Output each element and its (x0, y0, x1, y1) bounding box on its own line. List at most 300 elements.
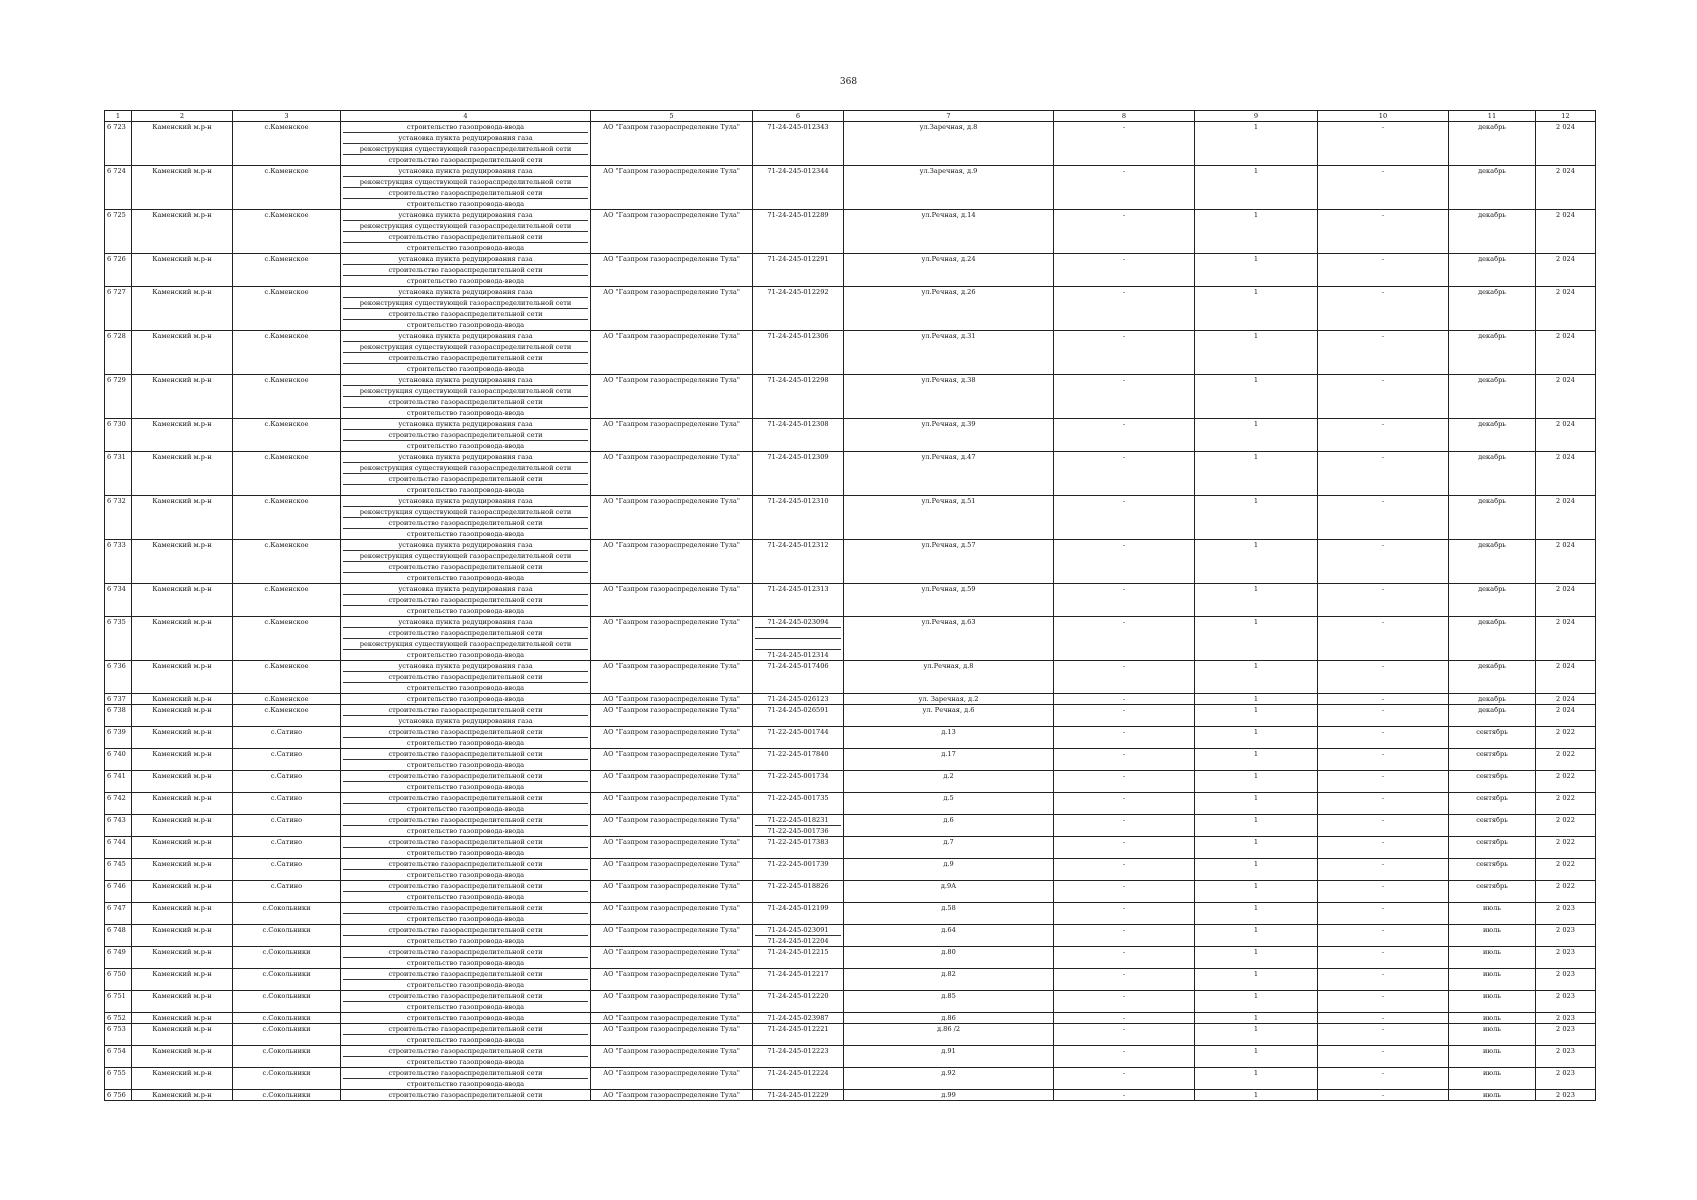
cell-col8: - (1054, 287, 1195, 331)
cell-number: 6 726 (105, 254, 132, 287)
cell-works-line: реконструкция существующей газораспределительной сети (343, 144, 588, 155)
cell-col8: - (1054, 1046, 1195, 1068)
cell-address: д.6 (844, 815, 1054, 837)
cell-codes-line: 71-24-245-012224 (767, 1069, 829, 1077)
cell-works (341, 287, 591, 331)
cell-number: 6 725 (105, 210, 132, 254)
cell-organization: АО "Газпром газораспределение Тула" (591, 903, 753, 925)
cell-works-line: установка пункта редуцирования газа (343, 375, 588, 386)
cell-col9: 1 (1195, 991, 1318, 1013)
column-header: 9 (1195, 111, 1318, 122)
cell-month: декабрь (1449, 419, 1536, 452)
cell-codes (753, 375, 844, 419)
cell-year: 2 023 (1536, 1024, 1596, 1046)
cell-works-line: реконструкция существующей газораспределительной сети (343, 221, 588, 232)
cell-codes (753, 837, 844, 859)
cell-works (341, 452, 591, 496)
cell-works-line: строительство газораспределительной сети (343, 837, 588, 848)
cell-month: сентябрь (1449, 771, 1536, 793)
cell-col9: 1 (1195, 694, 1318, 705)
cell-year: 2 023 (1536, 969, 1596, 991)
table-row-group (105, 617, 1596, 661)
cell-col10: - (1318, 749, 1449, 771)
cell-codes-line: 71-22-245-018231 (755, 815, 841, 826)
cell-col8: - (1054, 496, 1195, 540)
cell-works (341, 947, 591, 969)
cell-organization: АО "Газпром газораспределение Тула" (591, 617, 753, 661)
cell-number: 6 732 (105, 496, 132, 540)
cell-year: 2 023 (1536, 1068, 1596, 1090)
cell-number: 6 733 (105, 540, 132, 584)
cell-month: декабрь (1449, 254, 1536, 287)
column-header: 11 (1449, 111, 1536, 122)
cell-works-line: строительство газопровода-ввода (406, 1036, 525, 1044)
cell-works (341, 122, 591, 166)
cell-col9: 1 (1195, 1024, 1318, 1046)
cell-col8: - (1054, 991, 1195, 1013)
cell-col9: 1 (1195, 122, 1318, 166)
cell-works-line: строительство газораспределительной сети (343, 925, 588, 936)
cell-works-line: строительство газораспределительной сети (343, 1068, 588, 1079)
cell-codes-line (755, 628, 841, 639)
cell-address: ул.Речная, д.24 (844, 254, 1054, 287)
cell-number: 6 749 (105, 947, 132, 969)
cell-district: Каменский м.р-н (132, 375, 233, 419)
cell-number: 6 730 (105, 419, 132, 452)
cell-codes-line: 71-24-245-012344 (767, 167, 829, 175)
cell-codes-line: 71-24-245-012220 (767, 992, 829, 1000)
cell-month: декабрь (1449, 210, 1536, 254)
cell-col8: - (1054, 210, 1195, 254)
cell-year: 2 024 (1536, 210, 1596, 254)
cell-codes-line: 71-22-245-017840 (767, 750, 829, 758)
cell-col10: - (1318, 1090, 1449, 1101)
cell-works (341, 617, 591, 661)
cell-works-line: строительство газораспределительной сети (343, 705, 588, 716)
cell-works-line: строительство газопровода-ввода (406, 200, 525, 208)
cell-district: Каменский м.р-н (132, 947, 233, 969)
cell-works (341, 969, 591, 991)
cell-codes (753, 331, 844, 375)
cell-month: июль (1449, 1013, 1536, 1024)
table-row-group (105, 859, 1596, 881)
cell-address: д.80 (844, 947, 1054, 969)
cell-number: 6 724 (105, 166, 132, 210)
table-row-group (105, 375, 1596, 419)
table-row (105, 727, 1596, 749)
table-row-group (105, 1013, 1596, 1024)
cell-organization: АО "Газпром газораспределение Тула" (591, 375, 753, 419)
cell-codes-line: 71-24-245-026123 (767, 695, 829, 703)
cell-col9: 1 (1195, 419, 1318, 452)
table-row-group (105, 210, 1596, 254)
cell-col10: - (1318, 122, 1449, 166)
cell-number: 6 743 (105, 815, 132, 837)
cell-col8: - (1054, 122, 1195, 166)
table-row-group (105, 540, 1596, 584)
cell-number: 6 753 (105, 1024, 132, 1046)
column-header: 6 (753, 111, 844, 122)
cell-works (341, 210, 591, 254)
table-row (105, 452, 1596, 496)
cell-address: ул.Речная, д.31 (844, 331, 1054, 375)
cell-codes-line: 71-22-245-001734 (767, 772, 829, 780)
cell-col8: - (1054, 925, 1195, 947)
cell-col8: - (1054, 1068, 1195, 1090)
cell-codes-line: 71-22-245-001735 (767, 794, 829, 802)
cell-works (341, 254, 591, 287)
cell-works-line: установка пункта редуцирования газа (343, 166, 588, 177)
cell-number: 6 731 (105, 452, 132, 496)
table-row (105, 584, 1596, 617)
table-row-group (105, 694, 1596, 705)
cell-col9: 1 (1195, 947, 1318, 969)
cell-col10: - (1318, 254, 1449, 287)
table-row (105, 661, 1596, 694)
cell-works-line: строительство газопровода-ввода (406, 937, 525, 945)
cell-col10: - (1318, 1013, 1449, 1024)
column-header: 12 (1536, 111, 1596, 122)
cell-col10: - (1318, 584, 1449, 617)
cell-organization: АО "Газпром газораспределение Тула" (591, 881, 753, 903)
cell-col9: 1 (1195, 837, 1318, 859)
cell-works-line: строительство газораспределительной сети (343, 265, 588, 276)
cell-year: 2 024 (1536, 254, 1596, 287)
cell-col10: - (1318, 947, 1449, 969)
cell-col9: 1 (1195, 375, 1318, 419)
cell-codes-line: 71-24-245-012308 (767, 420, 829, 428)
cell-codes-line: 71-24-245-012215 (767, 948, 829, 956)
cell-address: ул.Речная, д.14 (844, 210, 1054, 254)
cell-col9: 1 (1195, 166, 1318, 210)
cell-address: д.5 (844, 793, 1054, 815)
cell-col8: - (1054, 705, 1195, 727)
table-row (105, 331, 1596, 375)
cell-year: 2 023 (1536, 991, 1596, 1013)
cell-col8: - (1054, 452, 1195, 496)
cell-year: 2 022 (1536, 881, 1596, 903)
cell-settlement: с.Каменское (233, 331, 341, 375)
cell-settlement: с.Сокольники (233, 1013, 341, 1024)
cell-col8: - (1054, 947, 1195, 969)
cell-works-line: строительство газопровода-ввода (406, 915, 525, 923)
table-row-group (105, 452, 1596, 496)
cell-col9: 1 (1195, 1090, 1318, 1101)
table-row-group (105, 1024, 1596, 1046)
cell-codes (753, 903, 844, 925)
cell-works-line: строительство газопровода-ввода (406, 1014, 525, 1022)
cell-month: декабрь (1449, 584, 1536, 617)
cell-number: 6 750 (105, 969, 132, 991)
cell-codes (753, 1090, 844, 1101)
cell-works-line: строительство газораспределительной сети (343, 991, 588, 1002)
cell-district: Каменский м.р-н (132, 749, 233, 771)
cell-number: 6 742 (105, 793, 132, 815)
cell-organization: АО "Газпром газораспределение Тула" (591, 947, 753, 969)
cell-works-line: строительство газораспределительной сети (343, 232, 588, 243)
cell-works (341, 496, 591, 540)
cell-works-line: строительство газопровода-ввода (406, 277, 525, 285)
cell-works-line: строительство газопровода-ввода (406, 607, 525, 615)
cell-district: Каменский м.р-н (132, 727, 233, 749)
cell-col8: - (1054, 859, 1195, 881)
cell-works (341, 837, 591, 859)
cell-organization: АО "Газпром газораспределение Тула" (591, 771, 753, 793)
cell-codes-line: 71-24-245-012306 (767, 332, 829, 340)
cell-works-line: установка пункта редуцирования газа (343, 287, 588, 298)
cell-district: Каменский м.р-н (132, 331, 233, 375)
cell-col9: 1 (1195, 969, 1318, 991)
cell-codes-line: 71-24-245-012292 (767, 288, 829, 296)
cell-settlement: с.Сокольники (233, 947, 341, 969)
cell-month: июль (1449, 1068, 1536, 1090)
cell-organization: АО "Газпром газораспределение Тула" (591, 1013, 753, 1024)
cell-col9: 1 (1195, 815, 1318, 837)
cell-month: июль (1449, 1090, 1536, 1101)
cell-col9: 1 (1195, 859, 1318, 881)
cell-organization: АО "Газпром газораспределение Тула" (591, 969, 753, 991)
table-row (105, 166, 1596, 210)
cell-works-line: реконструкция существующей газораспределительной сети (343, 463, 588, 474)
cell-month: декабрь (1449, 540, 1536, 584)
table-row (105, 969, 1596, 991)
cell-works-line: реконструкция существующей газораспределительной сети (343, 386, 588, 397)
cell-codes-line: 71-24-245-012312 (767, 541, 829, 549)
cell-codes (753, 1068, 844, 1090)
cell-col8: - (1054, 771, 1195, 793)
cell-address: д.86 /2 (844, 1024, 1054, 1046)
cell-number: 6 735 (105, 617, 132, 661)
cell-col9: 1 (1195, 727, 1318, 749)
cell-address: д.13 (844, 727, 1054, 749)
cell-codes-line: 71-24-245-012217 (767, 970, 829, 978)
cell-codes-line: 71-24-245-012343 (767, 123, 829, 131)
cell-district: Каменский м.р-н (132, 540, 233, 584)
column-header: 8 (1054, 111, 1195, 122)
cell-address: д.9А (844, 881, 1054, 903)
column-header: 2 (132, 111, 233, 122)
cell-district: Каменский м.р-н (132, 793, 233, 815)
cell-works-line: строительство газопровода-ввода (406, 409, 525, 417)
cell-works-line: строительство газопровода-ввода (406, 244, 525, 252)
cell-works (341, 375, 591, 419)
cell-codes (753, 210, 844, 254)
cell-number: 6 755 (105, 1068, 132, 1090)
cell-codes-line: 71-24-245-023094 (755, 617, 841, 628)
cell-works-line: установка пункта редуцирования газа (343, 661, 588, 672)
cell-organization: АО "Газпром газораспределение Тула" (591, 584, 753, 617)
cell-works-line: строительство газопровода-ввода (406, 530, 525, 538)
cell-district: Каменский м.р-н (132, 925, 233, 947)
cell-col8: - (1054, 749, 1195, 771)
cell-address: ул.Заречная, д.9 (844, 166, 1054, 210)
cell-codes-line: 71-24-245-012314 (767, 651, 829, 659)
cell-organization: АО "Газпром газораспределение Тула" (591, 1090, 753, 1101)
cell-organization: АО "Газпром газораспределение Тула" (591, 254, 753, 287)
cell-col10: - (1318, 859, 1449, 881)
cell-address: д.58 (844, 903, 1054, 925)
table-row (105, 210, 1596, 254)
cell-year: 2 023 (1536, 947, 1596, 969)
table-row-group (105, 969, 1596, 991)
cell-works (341, 991, 591, 1013)
cell-codes (753, 452, 844, 496)
cell-works-line: строительство газопровода-ввода (406, 574, 525, 582)
cell-year: 2 022 (1536, 859, 1596, 881)
cell-month: декабрь (1449, 331, 1536, 375)
cell-codes-line: 71-22-245-001744 (767, 728, 829, 736)
table-row-group (105, 287, 1596, 331)
cell-number: 6 734 (105, 584, 132, 617)
table-row (105, 694, 1596, 705)
cell-col10: - (1318, 727, 1449, 749)
cell-month: декабрь (1449, 617, 1536, 661)
cell-col9: 1 (1195, 1068, 1318, 1090)
table-row (105, 254, 1596, 287)
cell-works (341, 1046, 591, 1068)
cell-address: ул.Заречная, д.8 (844, 122, 1054, 166)
cell-codes (753, 617, 844, 661)
cell-organization: АО "Газпром газораспределение Тула" (591, 749, 753, 771)
cell-works (341, 727, 591, 749)
cell-settlement: с.Сокольники (233, 925, 341, 947)
cell-codes (753, 584, 844, 617)
cell-works-line: строительство газораспределительной сети (343, 562, 588, 573)
cell-works-line: строительство газораспределительной сети (343, 749, 588, 760)
cell-codes-line: 71-24-245-012229 (767, 1091, 829, 1099)
cell-col9: 1 (1195, 210, 1318, 254)
cell-district: Каменский м.р-н (132, 1046, 233, 1068)
cell-year: 2 024 (1536, 419, 1596, 452)
cell-settlement: с.Каменское (233, 375, 341, 419)
cell-district: Каменский м.р-н (132, 1024, 233, 1046)
cell-district: Каменский м.р-н (132, 815, 233, 837)
cell-works (341, 661, 591, 694)
cell-works-line: строительство газораспределительной сети (388, 156, 543, 164)
cell-works-line: установка пункта редуцирования газа (343, 210, 588, 221)
cell-works-line: строительство газораспределительной сети (343, 859, 588, 870)
cell-col8: - (1054, 903, 1195, 925)
cell-codes-line: 71-22-245-018826 (767, 882, 829, 890)
cell-month: июль (1449, 903, 1536, 925)
cell-district: Каменский м.р-н (132, 287, 233, 331)
cell-works-line: строительство газопровода-ввода (406, 739, 525, 747)
cell-number: 6 744 (105, 837, 132, 859)
cell-col9: 1 (1195, 1046, 1318, 1068)
cell-works-line: строительство газопровода-ввода (406, 783, 525, 791)
cell-codes-line: 71-24-245-026591 (767, 706, 829, 714)
cell-organization: АО "Газпром газораспределение Тула" (591, 419, 753, 452)
cell-month: июль (1449, 925, 1536, 947)
cell-codes-line: 71-24-245-012289 (767, 211, 829, 219)
cell-organization: АО "Газпром газораспределение Тула" (591, 122, 753, 166)
cell-settlement: с.Сокольники (233, 991, 341, 1013)
cell-address: д.2 (844, 771, 1054, 793)
cell-col9: 1 (1195, 903, 1318, 925)
table-row-group (105, 419, 1596, 452)
cell-organization: АО "Газпром газораспределение Тула" (591, 793, 753, 815)
cell-organization: АО "Газпром газораспределение Тула" (591, 837, 753, 859)
cell-col10: - (1318, 1024, 1449, 1046)
cell-codes (753, 705, 844, 727)
cell-month: июль (1449, 1024, 1536, 1046)
table-row (105, 771, 1596, 793)
cell-address: ул.Речная, д.57 (844, 540, 1054, 584)
cell-codes (753, 793, 844, 815)
cell-col8: - (1054, 1090, 1195, 1101)
cell-settlement: с.Сатино (233, 793, 341, 815)
cell-works-line: строительство газопровода-ввода (406, 365, 525, 373)
cell-works-line: строительство газораспределительной сети (343, 672, 588, 683)
cell-works (341, 771, 591, 793)
cell-col9: 1 (1195, 584, 1318, 617)
cell-organization: АО "Газпром газораспределение Тула" (591, 331, 753, 375)
cell-works-line: установка пункта редуцирования газа (343, 496, 588, 507)
cell-col9: 1 (1195, 749, 1318, 771)
table-row (105, 122, 1596, 166)
cell-month: июль (1449, 947, 1536, 969)
cell-month: декабрь (1449, 452, 1536, 496)
cell-works (341, 749, 591, 771)
cell-codes (753, 496, 844, 540)
cell-codes (753, 694, 844, 705)
cell-settlement: с.Каменское (233, 617, 341, 661)
table-row (105, 837, 1596, 859)
cell-works-line: установка пункта редуцирования газа (343, 540, 588, 551)
cell-col10: - (1318, 496, 1449, 540)
cell-col8: - (1054, 837, 1195, 859)
cell-year: 2 022 (1536, 837, 1596, 859)
cell-col10: - (1318, 540, 1449, 584)
cell-settlement: с.Сокольники (233, 1068, 341, 1090)
cell-works-line: строительство газораспределительной сети (343, 727, 588, 738)
table-row (105, 540, 1596, 584)
cell-year: 2 022 (1536, 749, 1596, 771)
cell-works-line: строительство газопровода-ввода (406, 695, 525, 703)
cell-works (341, 815, 591, 837)
cell-works (341, 859, 591, 881)
table-row-group (105, 705, 1596, 727)
cell-col10: - (1318, 452, 1449, 496)
cell-number: 6 747 (105, 903, 132, 925)
cell-year: 2 024 (1536, 540, 1596, 584)
cell-works-line: установка пункта редуцирования газа (343, 133, 588, 144)
cell-col10: - (1318, 617, 1449, 661)
cell-organization: АО "Газпром газораспределение Тула" (591, 705, 753, 727)
cell-month: сентябрь (1449, 881, 1536, 903)
cell-codes (753, 1024, 844, 1046)
cell-organization: АО "Газпром газораспределение Тула" (591, 1046, 753, 1068)
cell-works-line: строительство газораспределительной сети (343, 771, 588, 782)
cell-col10: - (1318, 419, 1449, 452)
cell-works-line: строительство газораспределительной сети (343, 1024, 588, 1035)
cell-month: июль (1449, 969, 1536, 991)
table-row-group (105, 122, 1596, 166)
cell-works-line: строительство газопровода-ввода (406, 321, 525, 329)
cell-month: декабрь (1449, 122, 1536, 166)
cell-col10: - (1318, 1046, 1449, 1068)
page-number: 368 (839, 77, 858, 87)
cell-address: ул.Речная, д.26 (844, 287, 1054, 331)
cell-year: 2 023 (1536, 903, 1596, 925)
cell-number: 6 754 (105, 1046, 132, 1068)
cell-number: 6 729 (105, 375, 132, 419)
table-row (105, 1068, 1596, 1090)
table-row (105, 925, 1596, 947)
cell-works (341, 540, 591, 584)
cell-district: Каменский м.р-н (132, 837, 233, 859)
cell-works-line: строительство газораспределительной сети (343, 1046, 588, 1057)
